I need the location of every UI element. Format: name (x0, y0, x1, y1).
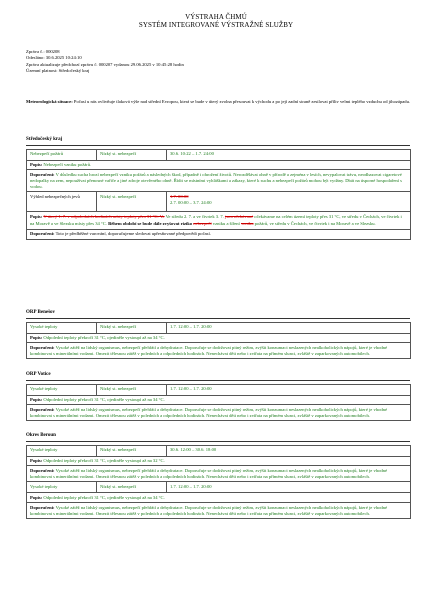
recommendation-row (27, 466, 411, 482)
recommendation-label: Doporučení: (30, 171, 55, 177)
meteo-situation (26, 98, 411, 105)
description-text: Odpolední teploty překročí 31 °C, ojediněle vystoupí až na 34 °C. (42, 335, 165, 340)
warning-time: 1.7. 12:00 – 1.7. 20:00 (167, 482, 411, 493)
section-okres-beroun (26, 433, 411, 519)
document-title (0, 0, 432, 29)
description-label: Popis: (30, 458, 43, 463)
warning-type: Vysoké teploty (27, 445, 97, 456)
warning-type: Vysoké teploty (27, 384, 97, 395)
section-orp-votice (26, 372, 411, 421)
description-row (27, 395, 411, 405)
warning-type: Vysoké teploty (27, 322, 97, 333)
recommendation-text: Vysoké zátěž na lidský organismus, nebezpečí přehřátí a dehydratace. Doporučuje se dodržovat pitný režim, zvýšit konzumaci neslazených nealkoholických nápojů, které je vhodné kombinovat s minerálními vodami. Omezit tělesnou zátěž v poledních a odpoledních hodinách. Nenechávat děti nebo i zvířata na přímém slunci, zvláště v zaparkovaných automobilech. (30, 504, 388, 516)
outlook-removed-text-3: nebezpečí (193, 220, 212, 226)
recommendation-row (27, 170, 411, 192)
outlook-added-text-1: Ve středu 2. 7. a ve čtvrtek 3. 7. (164, 213, 225, 219)
region-title: ORP Votice (26, 372, 410, 381)
outlook-time-removed: 1.7. 00:00 (170, 193, 189, 199)
title-line-1: VÝSTRAHA ČHMÚ (185, 13, 247, 21)
warning-row (27, 445, 411, 456)
warning-type: Nebezpečí požárů (27, 149, 97, 160)
warning-row (27, 384, 411, 395)
warning-table (26, 445, 411, 520)
warning-level: Nízký st. nebezpečí (97, 322, 167, 333)
outlook-added-text-2: očekávame na celém území teploty přes 31 °C, ve středu v Čechách, ve čtvrtek i na Moravě a ve Slezsku místy přes 34 °C. (30, 213, 402, 226)
title-line-2: SYSTÉM INTEGROVANÉ VÝSTRAŽNÉ SLUŽBY (138, 21, 294, 30)
warning-time: 1.7. 12:00 – 1.7. 20:00 (167, 384, 411, 395)
outlook-level: Nízký st. nebezpečí (97, 192, 167, 212)
meteo-situation-label: Meteorologická situace: (26, 99, 73, 104)
outlook-description-row (27, 212, 411, 229)
warning-level: Nízký st. nebezpečí (97, 445, 167, 456)
description-row (27, 333, 411, 343)
outlook-recommendation-row (27, 229, 411, 239)
description-text: Odpolední teploty překročí 31 °C, ojediněle vystoupí až na 32 °C. (42, 458, 165, 463)
recommendation-text: Vysoké zátěž na lidský organismus, nebezpečí přehřátí a dehydratace. Doporučuje se dodržovat pitný režim, zvýšit konzumaci neslazených nealkoholických nápojů, které je vhodné kombinovat s minerálními vodami. Omezit tělesnou zátěž v poledních a odpoledních hodinách. Nenechávat děti nebo i zvířata na přímém slunci, zvláště v zaparkovaných automobilech. (30, 406, 388, 418)
outlook-removed-text-1: V úterý 1. 7. v odpoledních hodinách místy teploty přes 31 °C. Ve (43, 213, 165, 219)
recommendation-text: Vysoké zátěž na lidský organismus, nebezpečí přehřátí a dehydratace. Doporučuje se dodržovat pitný režim, zvýšit konzumaci neslazených nealkoholických nápojů, které je vhodné kombinovat s minerálními vodami. Omezit tělesnou zátěž v poledních a odpoledních hodinách. Nenechávat děti nebo i zvířata na přímém slunci, zvláště v zaparkovaných automobilech. (30, 344, 388, 356)
outlook-removed-text-4: vzniku (240, 220, 254, 226)
territorial-scope: Územní platnost: Středočeský kraj (26, 68, 90, 74)
description-row (27, 456, 411, 466)
meteo-situation-text: Počasí u nás ovlivňuje tlaková výše nad střední Evropou, která se bude v úterý zvolna přesouvat k východu a po její zadní straně zesilovat příliv velmi teplého vzduchu od jihozápadu. (72, 99, 411, 104)
warning-level: Nízký st. nebezpečí (97, 149, 167, 160)
warning-table (26, 322, 411, 360)
warning-type: Vysoké teploty (27, 482, 97, 493)
message-number: Zpráva č.: 000208 (26, 49, 60, 54)
updates-previous: Zpráva aktualizuje předchozí zprávu č. 000207 vydanou 29.06.2025 v 10:45:28 hodin (26, 61, 184, 67)
outlook-time: 2.7. 00:00 – 3.7. 24:00 (170, 199, 212, 205)
sent-time: Odesláno: 30.6.2025 10:24:10 (26, 55, 82, 61)
description-label: Popis: (30, 494, 43, 500)
warning-time: 1.7. 12:00 – 1.7. 20:00 (167, 322, 411, 333)
region-title: Středočeský kraj (26, 137, 410, 146)
recommendation-text: Vysoké zátěž na lidský organismus, nebezpečí přehřátí a dehydratace. Doporučuje se dodržovat pitný režim, zvýšit konzumaci neslazených nealkoholických nápojů, které je vhodné kombinovat s minerálními vodami. Omezit tělesnou zátěž v poledních a odpoledních hodinách. Nenechávat děti nebo i zvířata na přímém slunci, zvláště v zaparkovaných automobilech. (30, 467, 388, 479)
outlook-recommendation-text: Toto je předběžné varování, doporučujeme sledovat upřesňované předpovědi počasí. (54, 231, 211, 237)
outlook-recommendation-label: Doporučení: (30, 231, 55, 237)
section-orp-benesov (26, 310, 411, 359)
warning-table (26, 384, 411, 422)
description-label: Popis: (30, 162, 43, 167)
outlook-added-text-4: vzniku a šíření (211, 220, 241, 226)
description-row (27, 493, 411, 503)
warning-level: Nízký st. nebezpečí (97, 482, 167, 493)
outlook-description-label: Popis: (30, 213, 43, 219)
outlook-removed-text-2: jsou očekávané (224, 213, 254, 219)
warning-time: 30.6. 12:00 – 30.6. 18:00 (167, 445, 411, 456)
warning-level: Nízký st. nebezpečí (97, 384, 167, 395)
recommendation-text: V důsledku sucha hrozí nebezpečí vzniku požárů a následných škod, případně i ohrožení životů. Nerozdělávat ohně v přírodě a zejména v lesích, nevypalovat trávu, neodhazovat cigaretové nedopalky na zem, nepoužívat přenosné vařiče a jiné zdroje otevřeného ohně. Řídit se místními vyhláškami a zákazy, které k suchu a nebezpečí požárů mohou být vydány. Dbát na úsporné hospodaření s vodou. (30, 171, 402, 189)
warning-table (26, 149, 411, 240)
recommendation-row (27, 343, 411, 359)
recommendation-label: Doporučení: (30, 406, 55, 412)
description-row (27, 160, 411, 170)
description-text: Odpolední teploty překročí 31 °C, ojediněle vystoupí až na 34 °C. (42, 397, 165, 402)
description-label: Popis: (30, 397, 43, 402)
outlook-row (27, 192, 411, 212)
message-meta (26, 49, 184, 75)
recommendation-row (27, 405, 411, 421)
warning-time: 30.6. 10:22 – 1.7. 24:00 (167, 149, 411, 160)
warning-row (27, 482, 411, 493)
outlook-type: Výhled nebezpečných jevů (27, 192, 97, 212)
recommendation-label: Doporučení: (30, 504, 55, 510)
description-text: Nebezpečí vzniku požárů. (42, 162, 92, 167)
description-text: Odpolední teploty překročí 31 °C, ojediněle vystoupí až na 34 °C. (42, 494, 165, 500)
recommendation-label: Doporučení: (30, 344, 55, 350)
warning-row (27, 149, 411, 160)
outlook-added-text-5: požárů, ve středu v Čechách, ve čtvrtek i na Moravě a ve Slezsku. (253, 220, 376, 226)
warning-row (27, 322, 411, 333)
region-title: ORP Benešov (26, 310, 410, 319)
recommendation-label: Doporučení: (30, 467, 55, 473)
section-stredocesky-kraj (26, 137, 411, 240)
region-title: Okres Beroun (26, 433, 410, 442)
recommendation-row (27, 503, 411, 519)
description-label: Popis: (30, 335, 43, 340)
outlook-added-text-3: Během období se bude dále zvyšovat riziko (108, 220, 194, 226)
